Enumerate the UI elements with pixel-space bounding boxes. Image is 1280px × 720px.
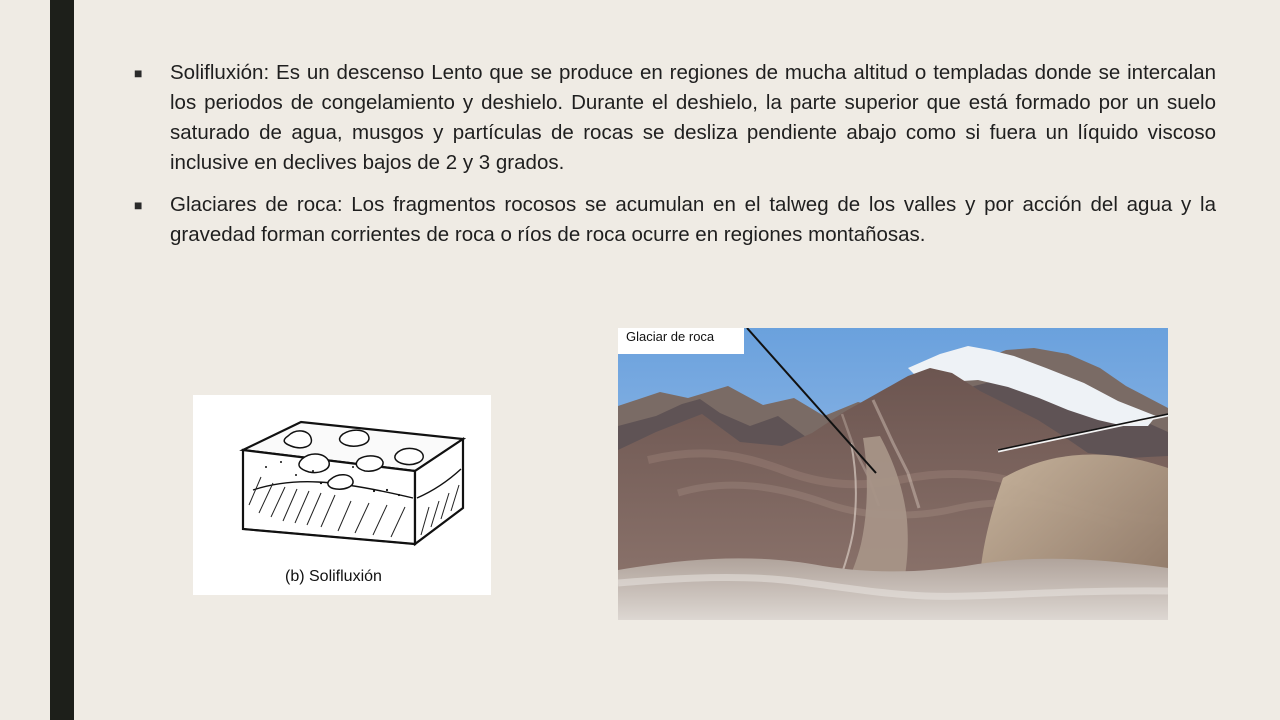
diagram-caption: (b) Solifluxión (285, 568, 382, 585)
bullet-separator: : (336, 193, 343, 216)
solifluxion-block-diagram (193, 395, 491, 595)
bullet-term: Solifluxión (170, 61, 264, 84)
rock-glacier-landscape (618, 328, 1168, 620)
photo-label: Glaciar de roca (618, 328, 744, 354)
bullet-list (134, 58, 1216, 262)
bullet-item-glaciares-de-roca (134, 190, 1216, 250)
square-bullet-icon: ■ (134, 65, 143, 81)
bullet-term: Glaciares de roca (170, 193, 337, 216)
square-bullet-icon: ■ (134, 197, 143, 213)
bullet-item-solifluxion (134, 58, 1216, 178)
solifluxion-diagram (193, 395, 491, 595)
left-decorative-bar (50, 0, 74, 720)
bullet-body: Es un descenso Lento que se produce en regiones de mucha altitud o templadas donde se intercalan los periodos de congelamiento y deshielo. Durante el deshielo, la parte superior que está formado por un suelo saturado de agua, musgos y partículas de rocas se desliza pendiente abajo como si fuera un líquido viscoso inclusive en declives bajos de 2 y 3 grados. (170, 61, 1216, 174)
bullet-body: Los fragmentos rocosos se acumulan en el talweg de los valles y por acción del agua y la gravedad forman corrientes de roca o ríos de roca ocurre en regiones montañosas. (170, 193, 1216, 246)
rock-glacier-photo (618, 328, 1168, 620)
bullet-separator: : (263, 61, 270, 84)
